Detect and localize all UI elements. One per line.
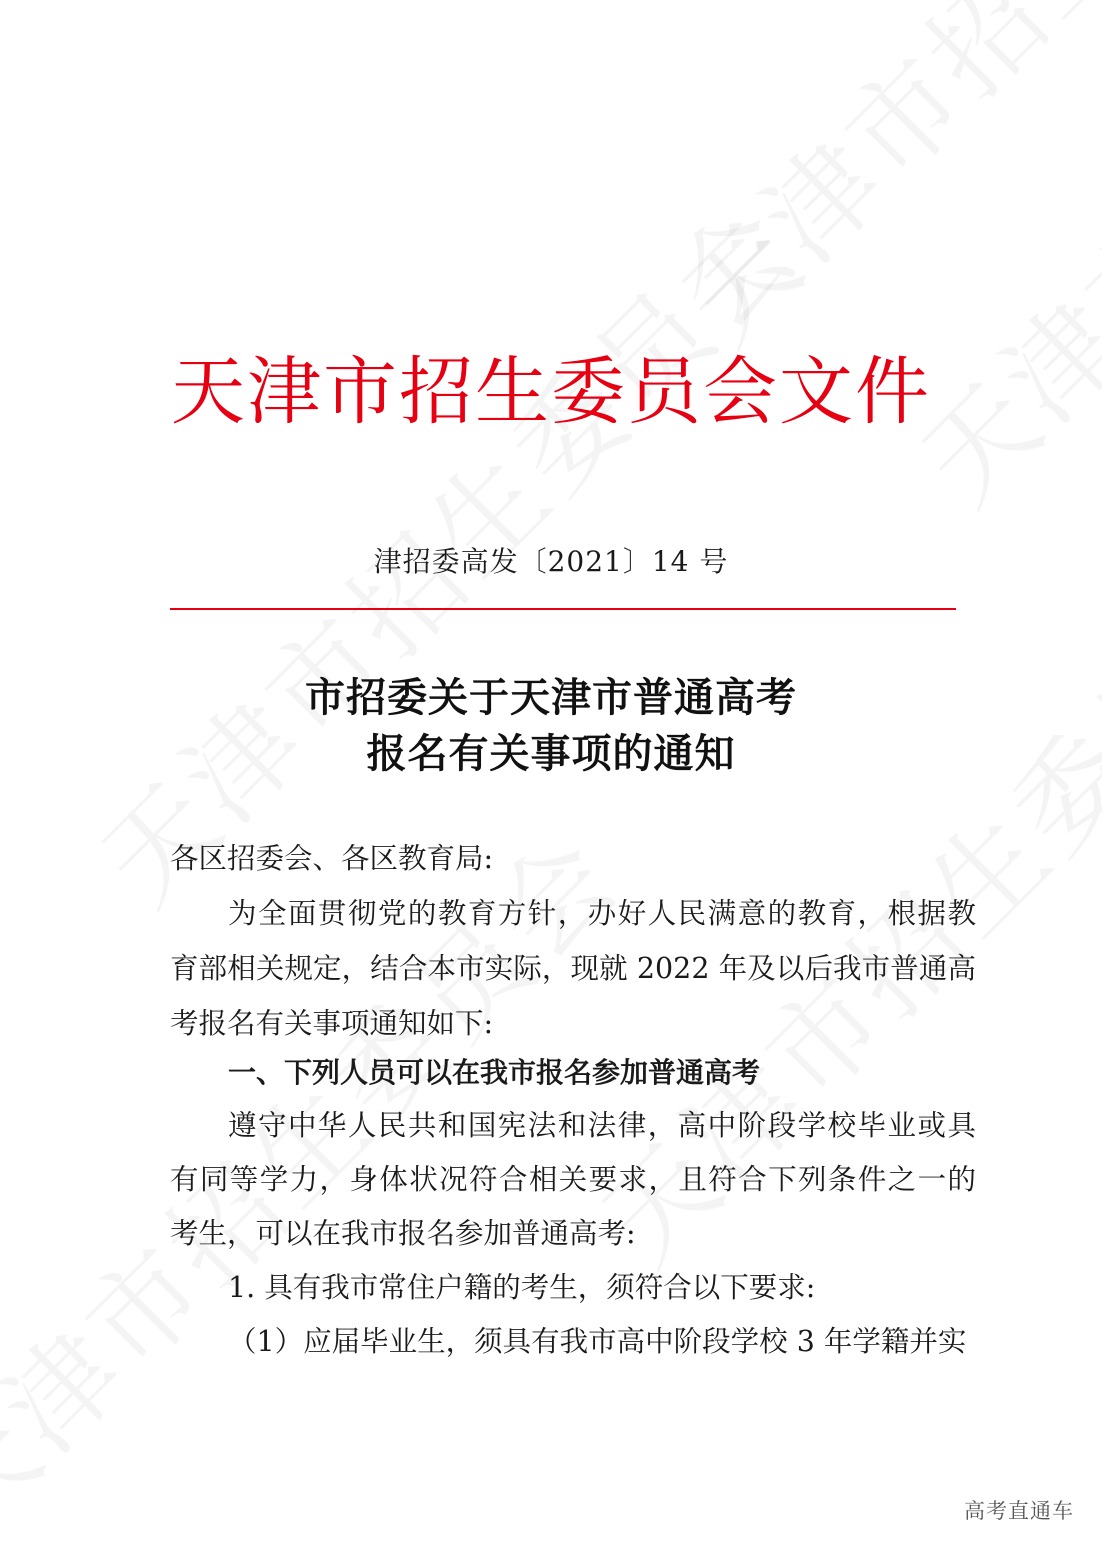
paragraph-line: 遵守中华人民共和国宪法和法律，高中阶段学校毕业或具	[228, 1109, 976, 1142]
document-title-line-1: 市招委关于天津市普通高考	[305, 674, 797, 721]
brand-watermark: 高考直通车	[964, 1499, 1074, 1523]
watermark-text	[640, 0, 1102, 372]
paragraph-line: 育部相关规定，结合本市实际，现就 2022 年及以后我市普通高	[170, 952, 976, 985]
paragraph-line: 有同等学力，身体状况符合相关要求，且符合下列条件之一的	[170, 1163, 976, 1196]
paragraph-line: 考生，可以在我市报名参加普通高考:	[170, 1217, 636, 1250]
header-divider	[170, 608, 956, 610]
document-title-line-2: 报名有关事项的通知	[366, 730, 736, 777]
salutation: 各区招委会、各区教育局:	[170, 842, 494, 875]
list-item: 1. 具有我市常住户籍的考生，须符合以下要求:	[228, 1271, 816, 1304]
document-number: 津招委高发〔2021〕14 号	[373, 545, 729, 578]
paragraph-line: 为全面贯彻党的教育方针，办好人民满意的教育，根据教	[228, 897, 976, 930]
list-subitem: （1）应届毕业生，须具有我市高中阶段学校 3 年学籍并实	[228, 1325, 967, 1358]
paragraph-line: 考报名有关事项通知如下:	[170, 1007, 494, 1040]
issuer-title: 天津市招生委员会文件	[171, 349, 931, 435]
watermark-text	[880, 0, 1102, 532]
section-heading: 一、下列人员可以在我市报名参加普通高考	[228, 1056, 761, 1089]
